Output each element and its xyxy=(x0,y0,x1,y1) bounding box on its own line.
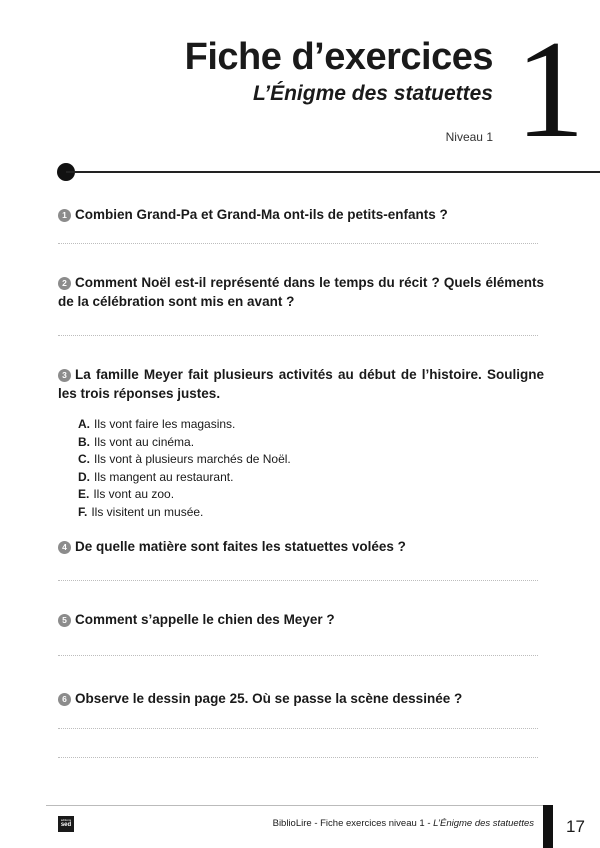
level-label: Niveau 1 xyxy=(445,130,493,144)
option-d[interactable]: D. Ils mangent au restaurant. xyxy=(78,469,234,484)
question-4 xyxy=(58,537,544,556)
question-3 xyxy=(58,365,544,403)
question-number-badge: 5 xyxy=(58,614,71,627)
answer-options xyxy=(78,416,291,521)
question-6 xyxy=(58,689,544,708)
option-c[interactable]: C. Ils vont à plusieurs marchés de Noël. xyxy=(78,452,291,466)
question-text: La famille Meyer fait plusieurs activités au début de l’histoire. Souligne les trois réponses justes. xyxy=(58,367,544,401)
answer-line[interactable] xyxy=(58,580,538,581)
header-divider xyxy=(66,171,600,173)
sheet-number: 1 xyxy=(515,12,585,167)
question-text: Combien Grand-Pa et Grand-Ma ont-ils de petits-enfants ? xyxy=(75,207,448,222)
footer-divider xyxy=(46,805,544,806)
question-text: Comment Noël est-il représenté dans le temps du récit ? Quels éléments de la célébration sont mis en avant ? xyxy=(58,275,544,309)
option-a[interactable]: A. Ils vont faire les magasins. xyxy=(78,417,236,431)
question-text: De quelle matière sont faites les statuettes volées ? xyxy=(75,539,406,554)
question-1 xyxy=(58,205,544,224)
question-number-badge: 2 xyxy=(58,277,71,290)
answer-line[interactable] xyxy=(58,757,538,758)
option-b[interactable]: B. Ils vont au cinéma. xyxy=(78,434,195,449)
question-5 xyxy=(58,610,544,629)
question-number-badge: 6 xyxy=(58,693,71,706)
answer-line[interactable] xyxy=(58,243,538,244)
question-number-badge: 3 xyxy=(58,369,71,382)
question-number-badge: 4 xyxy=(58,541,71,554)
question-text: Observe le dessin page 25. Où se passe la scène dessinée ? xyxy=(75,691,463,706)
publisher-logo: éditions sed xyxy=(58,816,74,832)
answer-line[interactable] xyxy=(58,728,538,729)
page-subtitle: L’Énigme des statuettes xyxy=(252,82,493,105)
option-e[interactable]: E. Ils vont au zoo. xyxy=(78,487,175,501)
answer-line[interactable] xyxy=(58,335,538,336)
page-title: Fiche d’exercices xyxy=(184,36,493,78)
page-number: 17 xyxy=(566,817,585,836)
question-2 xyxy=(58,273,544,311)
footer-bar xyxy=(543,805,553,848)
footer-caption: BiblioLire - Fiche exercices niveau 1 - L’Énigme des statuettes xyxy=(272,818,534,829)
answer-line[interactable] xyxy=(58,655,538,656)
question-text: Comment s’appelle le chien des Meyer ? xyxy=(75,612,335,627)
option-f[interactable]: F. Ils visitent un musée. xyxy=(78,504,204,519)
question-number-badge: 1 xyxy=(58,209,71,222)
